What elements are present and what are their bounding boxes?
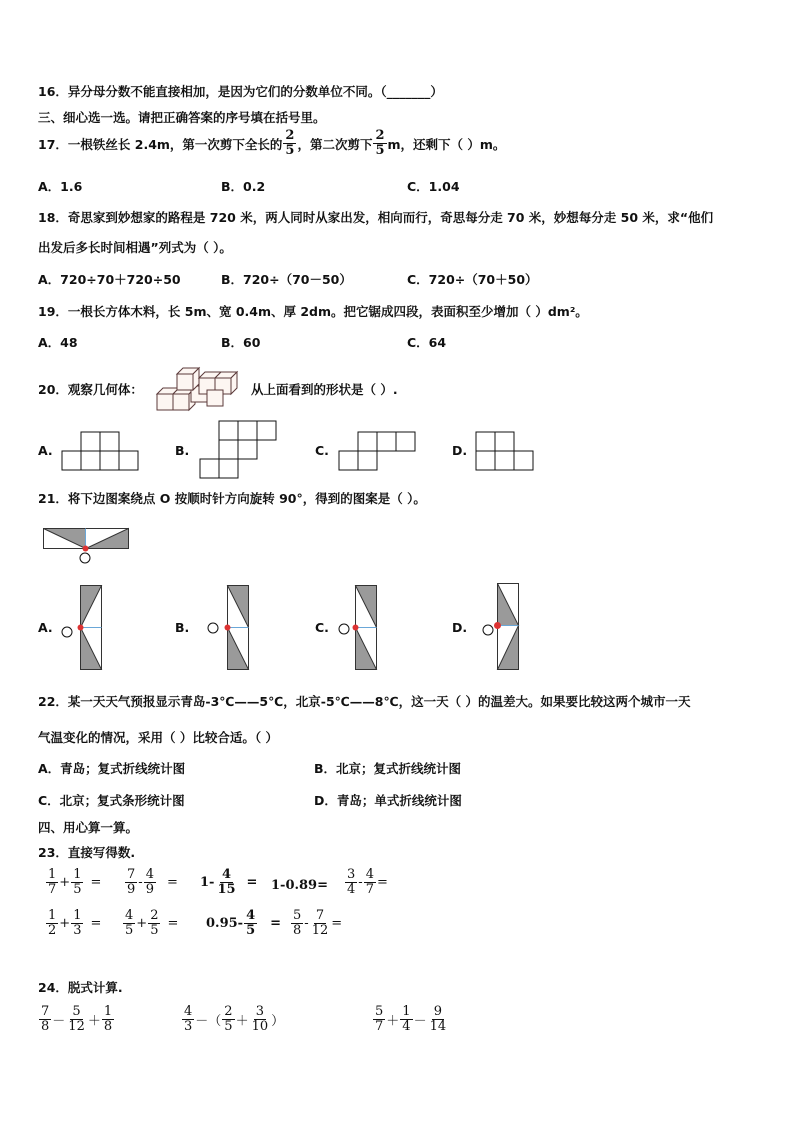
q21-option-c-shape[interactable]	[335, 585, 385, 671]
operator: +	[136, 916, 148, 931]
operator: ＋	[386, 1014, 400, 1029]
numerator: 3	[347, 867, 356, 882]
question-18-line-1: 18．奇思家到妙想家的路程是 720 米，两人同时从家出发，相向而行，奇思每分走 70 米，妙想每分走 50 米，求“他们	[38, 210, 714, 225]
fraction	[182, 1005, 194, 1034]
q21-original-pattern	[43, 528, 131, 564]
fraction	[310, 909, 331, 938]
q17-text-3: m，还剩下（ ）m。	[387, 136, 506, 152]
denominator: 9	[145, 882, 154, 897]
numerator: 4	[125, 908, 134, 923]
numerator: 7	[315, 908, 325, 923]
denominator: 12	[68, 1019, 85, 1034]
question-20-text-1: 20．观察几何体：	[38, 382, 143, 397]
q17-option-c[interactable]: C．1.04	[407, 179, 460, 194]
numerator: 1	[73, 867, 82, 882]
fraction	[428, 1005, 449, 1034]
cube-stack-figure	[155, 360, 245, 412]
q19-option-a[interactable]: A．48	[38, 335, 78, 350]
question-19: 19．一根长方体木料，长 5m、宽 0.4m、厚 2dm。把它锯成四段，表面积至少增加（ ）dm²。	[38, 304, 588, 319]
q19-option-b[interactable]: B．60	[221, 335, 261, 350]
q20-option-a-shape[interactable]	[62, 431, 140, 471]
q23-expr-2-3	[206, 909, 281, 938]
operator: ＋	[87, 1014, 101, 1029]
q19-option-c[interactable]: C．64	[407, 335, 447, 350]
q21-option-a-shape[interactable]	[60, 585, 110, 671]
operator: －	[52, 1014, 66, 1029]
denominator: 7	[365, 882, 374, 897]
denominator: 3	[73, 923, 82, 938]
equals: =	[270, 916, 282, 931]
numerator: 5	[375, 1004, 384, 1019]
section-3-heading: 三、细心选一选。请把正确答案的序号填在括号里。	[38, 110, 326, 125]
numerator: 9	[433, 1004, 442, 1019]
operator: ＋	[235, 1014, 249, 1029]
question-24-title: 24．脱式计算.	[38, 980, 123, 995]
numerator: 2	[224, 1004, 233, 1019]
denominator: 5	[285, 143, 295, 158]
denominator: 4	[347, 882, 356, 897]
fraction	[125, 868, 137, 897]
numerator: 2	[375, 128, 385, 143]
fraction	[215, 868, 237, 897]
numerator: 3	[255, 1004, 264, 1019]
q18-option-b[interactable]: B．720÷（70－50）	[221, 272, 352, 287]
operand: 0.95-	[206, 916, 244, 931]
q23-expr-1-4: 1-0.89=	[271, 878, 328, 893]
operator: -	[304, 916, 309, 931]
q24-expr-3	[372, 1005, 449, 1034]
q24-expr-2	[181, 1005, 284, 1034]
operator: -	[358, 875, 363, 890]
numerator: 4	[246, 908, 256, 923]
operator: －（	[195, 1014, 222, 1029]
q20-option-a-label[interactable]: A.	[38, 443, 53, 458]
q23-expr-2-4	[290, 909, 342, 938]
numerator: 7	[41, 1004, 50, 1019]
equals: =	[167, 916, 179, 931]
numerator: 2	[150, 908, 159, 923]
denominator: 8	[103, 1019, 113, 1034]
denominator: 5	[246, 923, 256, 938]
fraction	[244, 909, 257, 938]
denominator: 5	[150, 923, 159, 938]
denominator: 3	[184, 1019, 193, 1034]
denominator: 14	[429, 1019, 447, 1034]
equals: =	[376, 875, 388, 890]
fraction	[71, 909, 83, 938]
q17-fraction-1	[283, 129, 296, 158]
q23-expr-1-3	[200, 868, 257, 897]
denominator: 8	[41, 1019, 50, 1034]
q23-expr-1-5	[344, 868, 388, 897]
section-4-heading: 四、用心算一算。	[38, 820, 139, 835]
q21-option-b-shape[interactable]	[205, 585, 255, 671]
q20-option-d-label[interactable]: D.	[452, 443, 468, 458]
q21-option-d-label[interactable]: D.	[452, 620, 468, 635]
numerator: 4	[221, 867, 232, 882]
q21-option-b-label[interactable]: B.	[175, 620, 190, 635]
equals: =	[246, 875, 258, 890]
fraction	[46, 868, 58, 897]
q20-option-b-shape[interactable]	[200, 421, 278, 479]
q23-expr-1-1	[45, 868, 101, 897]
question-17	[38, 129, 505, 158]
fraction	[123, 909, 135, 938]
fraction	[39, 1005, 51, 1034]
numerator: 1	[73, 908, 82, 923]
fraction	[345, 868, 357, 897]
q17-text-1: 17．一根铁丝长 2.4m，第一次剪下全长的	[38, 136, 283, 152]
q20-option-b-label[interactable]: B.	[175, 443, 190, 458]
denominator: 5	[224, 1019, 233, 1034]
numerator: 1	[402, 1004, 411, 1019]
q18-option-c[interactable]: C．720÷（70＋50）	[407, 272, 538, 287]
q22-option-a[interactable]: A．青岛；复式折线统计图	[38, 761, 186, 776]
question-23-title: 23．直接写得数.	[38, 845, 136, 860]
fraction	[250, 1005, 271, 1034]
question-16: 16．异分母分数不能直接相加，是因为它们的分数单位不同。（_______）	[38, 84, 443, 99]
denominator: 9	[127, 882, 136, 897]
denominator: 5	[125, 923, 134, 938]
q22-option-d[interactable]: D．青岛；单式折线统计图	[314, 793, 462, 808]
q20-option-d-shape[interactable]	[476, 431, 536, 471]
numerator: 5	[293, 908, 302, 923]
operand: 1-	[200, 875, 215, 890]
q17-option-a[interactable]: A．1.6	[38, 179, 83, 194]
fraction	[148, 909, 160, 938]
q20-option-c-shape[interactable]	[339, 431, 417, 471]
q18-option-a[interactable]: A．720÷70＋720÷50	[38, 272, 181, 287]
denominator: 7	[48, 882, 57, 897]
equals: =	[90, 875, 102, 890]
numerator: 4	[365, 867, 374, 882]
question-18-line-2: 出发后多长时间相遇”列式为（ ）。	[38, 240, 232, 255]
question-20-text-2: 从上面看到的形状是（ ）.	[251, 382, 398, 397]
equals: =	[90, 916, 102, 931]
denominator: 4	[402, 1019, 411, 1034]
denominator: 5	[73, 882, 82, 897]
q21-option-a-label[interactable]: A.	[38, 620, 53, 635]
denominator: 15	[217, 882, 236, 897]
fraction	[373, 1005, 385, 1034]
q24-expr-1	[38, 1005, 115, 1034]
q23-expr-2-1	[45, 909, 101, 938]
q22-option-c[interactable]: C．北京；复式条形统计图	[38, 793, 185, 808]
q23-expr-1-2	[124, 868, 178, 897]
q20-option-c-label[interactable]: C.	[315, 443, 329, 458]
question-21: 21．将下边图案绕点 O 按顺时针方向旋转 90°，得到的图案是（ ）。	[38, 491, 426, 506]
equals: =	[166, 875, 178, 890]
fraction	[102, 1005, 114, 1034]
denominator: 7	[375, 1019, 384, 1034]
q21-option-d-shape[interactable]	[478, 583, 528, 671]
fraction	[291, 909, 303, 938]
denominator: 5	[375, 143, 385, 158]
numerator: 4	[145, 867, 154, 882]
q22-option-b[interactable]: B．北京；复式折线统计图	[314, 761, 462, 776]
q17-fraction-2	[373, 129, 386, 158]
equals: =	[331, 916, 343, 931]
fraction	[66, 1005, 87, 1034]
fraction	[144, 868, 156, 897]
numerator: 4	[184, 1004, 193, 1019]
operator: ）	[271, 1014, 285, 1029]
operator: +	[59, 916, 71, 931]
question-22-line-1: 22．某一天天气预报显示青岛-3℃——5℃，北京-5℃——8℃，这一天（ ）的温差大。如果要比较这两个城市一天	[38, 694, 691, 709]
fraction	[400, 1005, 412, 1034]
fraction	[71, 868, 83, 897]
fraction	[46, 909, 58, 938]
numerator: 7	[127, 867, 136, 882]
operator: +	[59, 875, 71, 890]
denominator: 10	[251, 1019, 269, 1034]
numerator: 1	[48, 908, 57, 923]
operator: －	[413, 1014, 427, 1029]
denominator: 12	[311, 923, 329, 938]
numerator: 1	[48, 867, 57, 882]
q17-text-2: ，第二次剪下	[297, 136, 373, 152]
numerator: 5	[72, 1004, 81, 1019]
denominator: 2	[48, 923, 57, 938]
fraction	[364, 868, 376, 897]
numerator: 2	[285, 128, 295, 143]
denominator: 8	[293, 923, 302, 938]
q17-option-b[interactable]: B．0.2	[221, 179, 266, 194]
q23-expr-2-2	[122, 909, 178, 938]
q21-option-c-label[interactable]: C.	[315, 620, 329, 635]
fraction	[222, 1005, 234, 1034]
numerator: 1	[103, 1004, 113, 1019]
question-22-line-2: 气温变化的情况，采用（ ）比较合适。（ ）	[38, 730, 278, 745]
operator: -	[138, 875, 143, 890]
